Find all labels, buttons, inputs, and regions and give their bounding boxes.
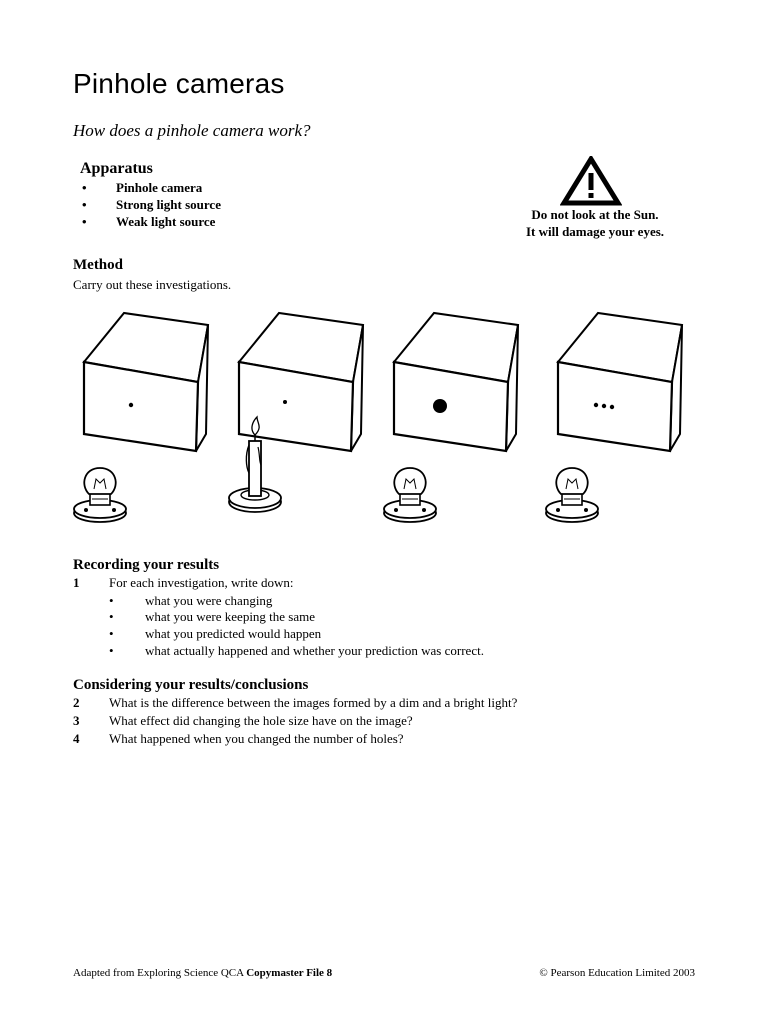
page-subtitle: How does a pinhole camera work? — [73, 121, 311, 140]
pinhole — [610, 405, 614, 409]
investigation-figure — [70, 305, 690, 530]
camera-panel-3 — [384, 313, 518, 522]
bulb-icon — [546, 468, 598, 522]
conclusions-list: 2 What is the difference between the images formed by a dim and a bright light? 3 What effect did changing the hole size have on the image? 4 What happened when you changed the number of holes? — [73, 695, 518, 746]
bulb-icon — [74, 468, 126, 522]
apparatus-item: • Strong light source — [80, 196, 221, 213]
footer-source — [73, 967, 332, 979]
warning-text — [500, 206, 690, 240]
question-text: For each investigation, write down: — [109, 575, 294, 590]
camera-panel-4 — [546, 313, 682, 522]
camera-panel-2 — [229, 313, 363, 512]
pinhole — [602, 404, 606, 408]
warning-triangle-icon — [560, 156, 622, 206]
large-hole — [433, 399, 447, 413]
footer-copymaster: Copymaster File 8 — [246, 967, 333, 979]
camera-panel-1 — [74, 313, 208, 522]
footer-source-text: Adapted from Exploring Science QCA — [73, 967, 244, 979]
pinhole-camera-box — [84, 313, 208, 451]
pinhole — [594, 403, 598, 407]
pinhole-camera-box — [558, 313, 682, 451]
recording-list: 1 For each investigation, write down: • what you were changing • what you were keeping the same • what you predicted would happen • what actually happened and whether your prediction was correct. — [73, 575, 484, 658]
warning-line-1: Do not look at the Sun. — [531, 207, 659, 222]
warning-line-2: It will damage your eyes. — [525, 224, 665, 239]
method-text: Carry out these investigations. — [73, 277, 232, 292]
recording-heading: Recording your results — [73, 557, 220, 573]
apparatus-list — [80, 179, 221, 230]
pinhole — [129, 403, 133, 407]
apparatus-item: • Pinhole camera — [80, 179, 221, 196]
apparatus-item: • Weak light source — [80, 213, 221, 230]
method-heading: Method — [73, 257, 123, 273]
page-title: Pinhole cameras — [73, 68, 285, 99]
conclusions-heading: Considering your results/conclusions — [73, 677, 309, 693]
pinhole-camera-box — [394, 313, 518, 451]
question-number: 1 — [73, 575, 80, 590]
bulb-icon — [384, 468, 436, 522]
footer-copyright: © Pearson Education Limited 2003 — [539, 967, 695, 979]
apparatus-heading: Apparatus — [80, 160, 153, 177]
pinhole — [283, 400, 287, 404]
